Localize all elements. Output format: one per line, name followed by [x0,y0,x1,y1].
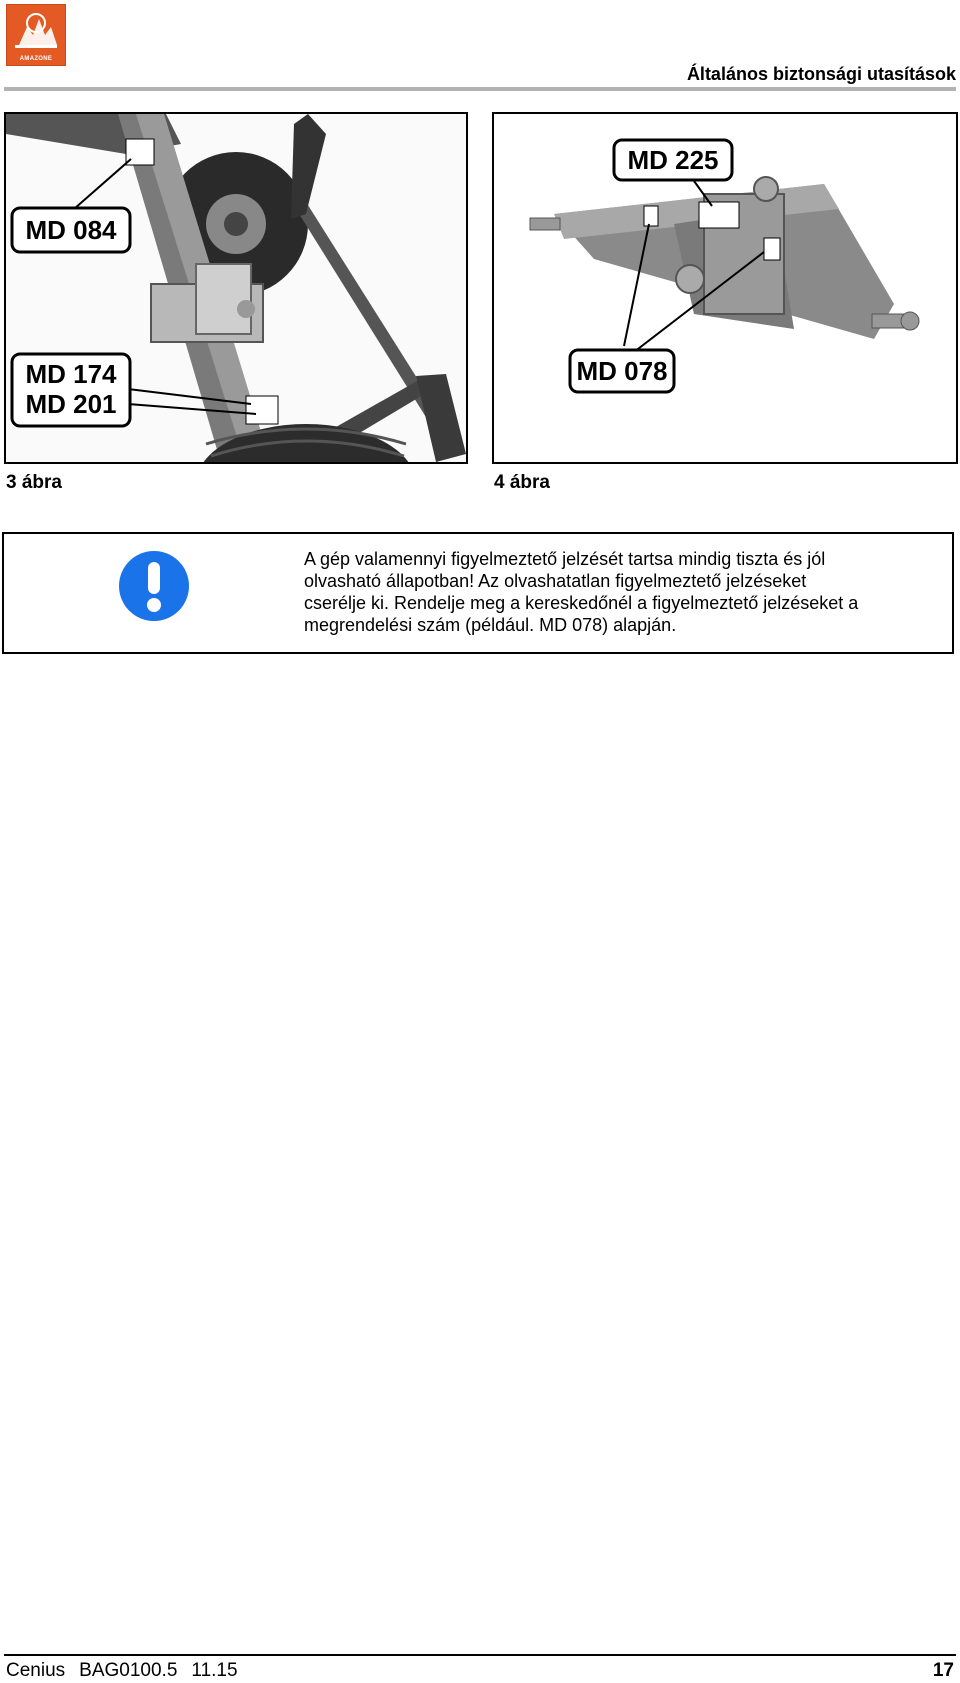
footer-product: Cenius [6,1660,66,1681]
figure-3-label-md084: MD 084 [25,215,117,245]
logo-emblem-icon [7,5,65,55]
figure-3-label-md201: MD 201 [25,389,117,419]
figure-4-photo [492,112,958,464]
header-divider [4,87,956,91]
info-note [2,532,954,654]
section-title: Általános biztonsági utasítások [686,64,956,84]
figure-4-caption: 4 ábra [494,472,550,493]
figure-3-photo [4,112,468,464]
amazone-logo [6,4,66,66]
footer-date: 11.15 [191,1660,238,1681]
logo-text: AMAZONE [19,56,53,62]
page-number: 17 [932,1660,954,1681]
footer-doc-info [6,1660,252,1682]
figure-3-caption: 3 ábra [6,472,62,493]
note-text: A gép valamennyi figyelmeztető jelzését tartsa mindig tiszta és jól olvasható állapotban! Az olvashatatlan figyelmeztető jelzéseket cserélje ki. Rendelje meg a kereskedőnél a figyelmeztető jelzéseket a megrendelési szám (például. MD 078) alapján. [304,549,859,635]
figure-3-label-md174: MD 174 [25,359,117,389]
info-exclamation-icon [118,550,190,622]
footer-doc-code: BAG0100.5 [79,1660,178,1681]
figure-4-label-md225: MD 225 [627,145,719,175]
figure-4-label-md078: MD 078 [576,356,668,386]
footer-divider [4,1654,956,1656]
